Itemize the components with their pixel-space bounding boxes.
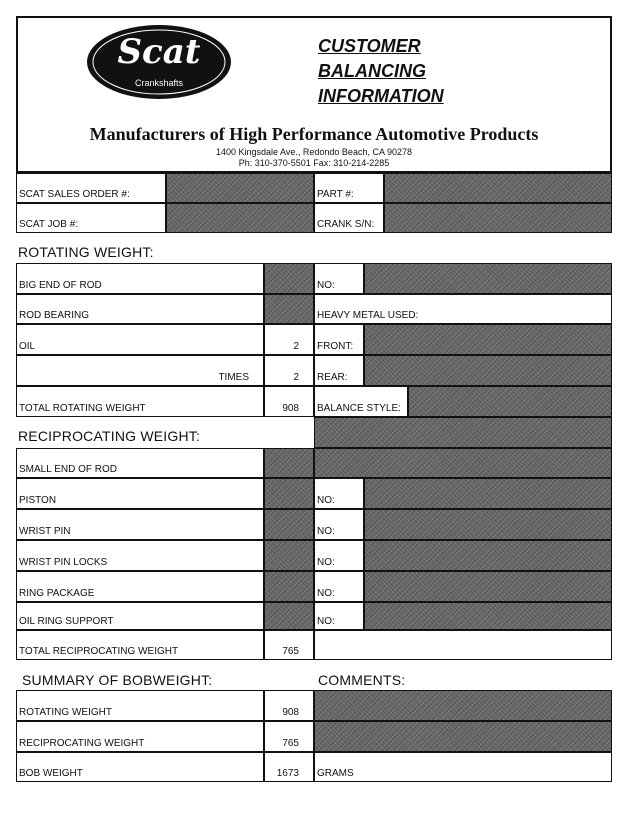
- company-address: 1400 Kingsdale Ave., Redondo Beach, CA 90278: [216, 147, 412, 157]
- bob-weight-label: BOB WEIGHT: [16, 752, 264, 782]
- total-reciprocating-label: TOTAL RECIPROCATING WEIGHT: [16, 630, 264, 660]
- total-rotating-label: TOTAL ROTATING WEIGHT: [16, 386, 264, 417]
- document-title: [318, 34, 518, 109]
- total-rotating-value: 908: [264, 386, 314, 417]
- sales-order-label: SCAT SALES ORDER #:: [16, 173, 166, 203]
- wrist-pin-no-value: [364, 509, 612, 540]
- rotating-weight-heading: ROTATING WEIGHT:: [18, 244, 154, 260]
- balance-style-label: BALANCE STYLE:: [314, 386, 408, 417]
- bob-weight-unit: GRAMS: [314, 752, 612, 782]
- summary-heading: SUMMARY OF BOBWEIGHT:: [22, 672, 213, 688]
- manufacturer-tagline: Manufacturers of High Performance Automotive Products: [89, 124, 539, 144]
- rod-no-value: [364, 263, 612, 294]
- part-value: [384, 173, 612, 203]
- scat-logo: [84, 22, 234, 102]
- logo-script: Scat: [117, 32, 201, 72]
- summary-rotating-label: ROTATING WEIGHT: [16, 690, 264, 721]
- summary-reciprocating-label: RECIPROCATING WEIGHT: [16, 721, 264, 752]
- reciprocating-side-block: [314, 417, 612, 448]
- rod-no-label: NO:: [314, 263, 364, 294]
- wrist-pin-value: [264, 509, 314, 540]
- piston-value: [264, 478, 314, 509]
- ring-package-no-value: [364, 571, 612, 602]
- oil-ring-support-label: OIL RING SUPPORT: [16, 602, 264, 630]
- total-reciprocating-side: [314, 630, 612, 660]
- oil-label: OIL: [16, 324, 264, 355]
- oil-ring-support-no-value: [364, 602, 612, 630]
- company-phone: Ph: 310-370-5501 Fax: 310-214-2285: [238, 158, 390, 168]
- total-reciprocating-value: 765: [264, 630, 314, 660]
- comment-line-1: [314, 690, 612, 721]
- rear-label: REAR:: [314, 355, 364, 386]
- small-end-value: [264, 448, 314, 478]
- wrist-pin-locks-value: [264, 540, 314, 571]
- big-end-label: BIG END OF ROD: [16, 263, 264, 294]
- small-end-label: SMALL END OF ROD: [16, 448, 264, 478]
- rod-bearing-label: ROD BEARING: [16, 294, 264, 324]
- ring-package-label: RING PACKAGE: [16, 571, 264, 602]
- times-value: 2: [264, 355, 314, 386]
- big-end-value: [264, 263, 314, 294]
- ring-package-value: [264, 571, 314, 602]
- title-line-2: BALANCING: [318, 61, 426, 81]
- comments-heading: COMMENTS:: [318, 672, 406, 688]
- wrist-pin-locks-no-value: [364, 540, 612, 571]
- rear-value: [364, 355, 612, 386]
- crank-sn-value: [384, 203, 612, 233]
- sales-order-value: [166, 173, 314, 203]
- heavy-metal-label: HEAVY METAL USED:: [314, 294, 612, 324]
- front-label: FRONT:: [314, 324, 364, 355]
- logo-subtitle: Crankshafts: [134, 78, 184, 88]
- rod-bearing-value: [264, 294, 314, 324]
- part-label: PART #:: [314, 173, 384, 203]
- balance-style-value: [408, 386, 612, 417]
- wrist-pin-locks-no-label: NO:: [314, 540, 364, 571]
- comment-line-2: [314, 721, 612, 752]
- summary-reciprocating-value: 765: [264, 721, 314, 752]
- times-label: TIMES: [16, 355, 264, 386]
- piston-no-value: [364, 478, 612, 509]
- summary-rotating-value: 908: [264, 690, 314, 721]
- wrist-pin-locks-label: WRIST PIN LOCKS: [16, 540, 264, 571]
- piston-label: PISTON: [16, 478, 264, 509]
- oil-ring-support-no-label: NO:: [314, 602, 364, 630]
- crank-sn-label: CRANK S/N:: [314, 203, 384, 233]
- bob-weight-value: 1673: [264, 752, 314, 782]
- oil-value: 2: [264, 324, 314, 355]
- title-line-3: INFORMATION: [318, 86, 444, 106]
- title-line-1: CUSTOMER: [318, 36, 421, 56]
- wrist-pin-no-label: NO:: [314, 509, 364, 540]
- front-value: [364, 324, 612, 355]
- job-label: SCAT JOB #:: [16, 203, 166, 233]
- ring-package-no-label: NO:: [314, 571, 364, 602]
- job-value: [166, 203, 314, 233]
- reciprocating-weight-heading: RECIPROCATING WEIGHT:: [18, 428, 201, 444]
- piston-no-label: NO:: [314, 478, 364, 509]
- small-end-side: [314, 448, 612, 478]
- wrist-pin-label: WRIST PIN: [16, 509, 264, 540]
- oil-ring-support-value: [264, 602, 314, 630]
